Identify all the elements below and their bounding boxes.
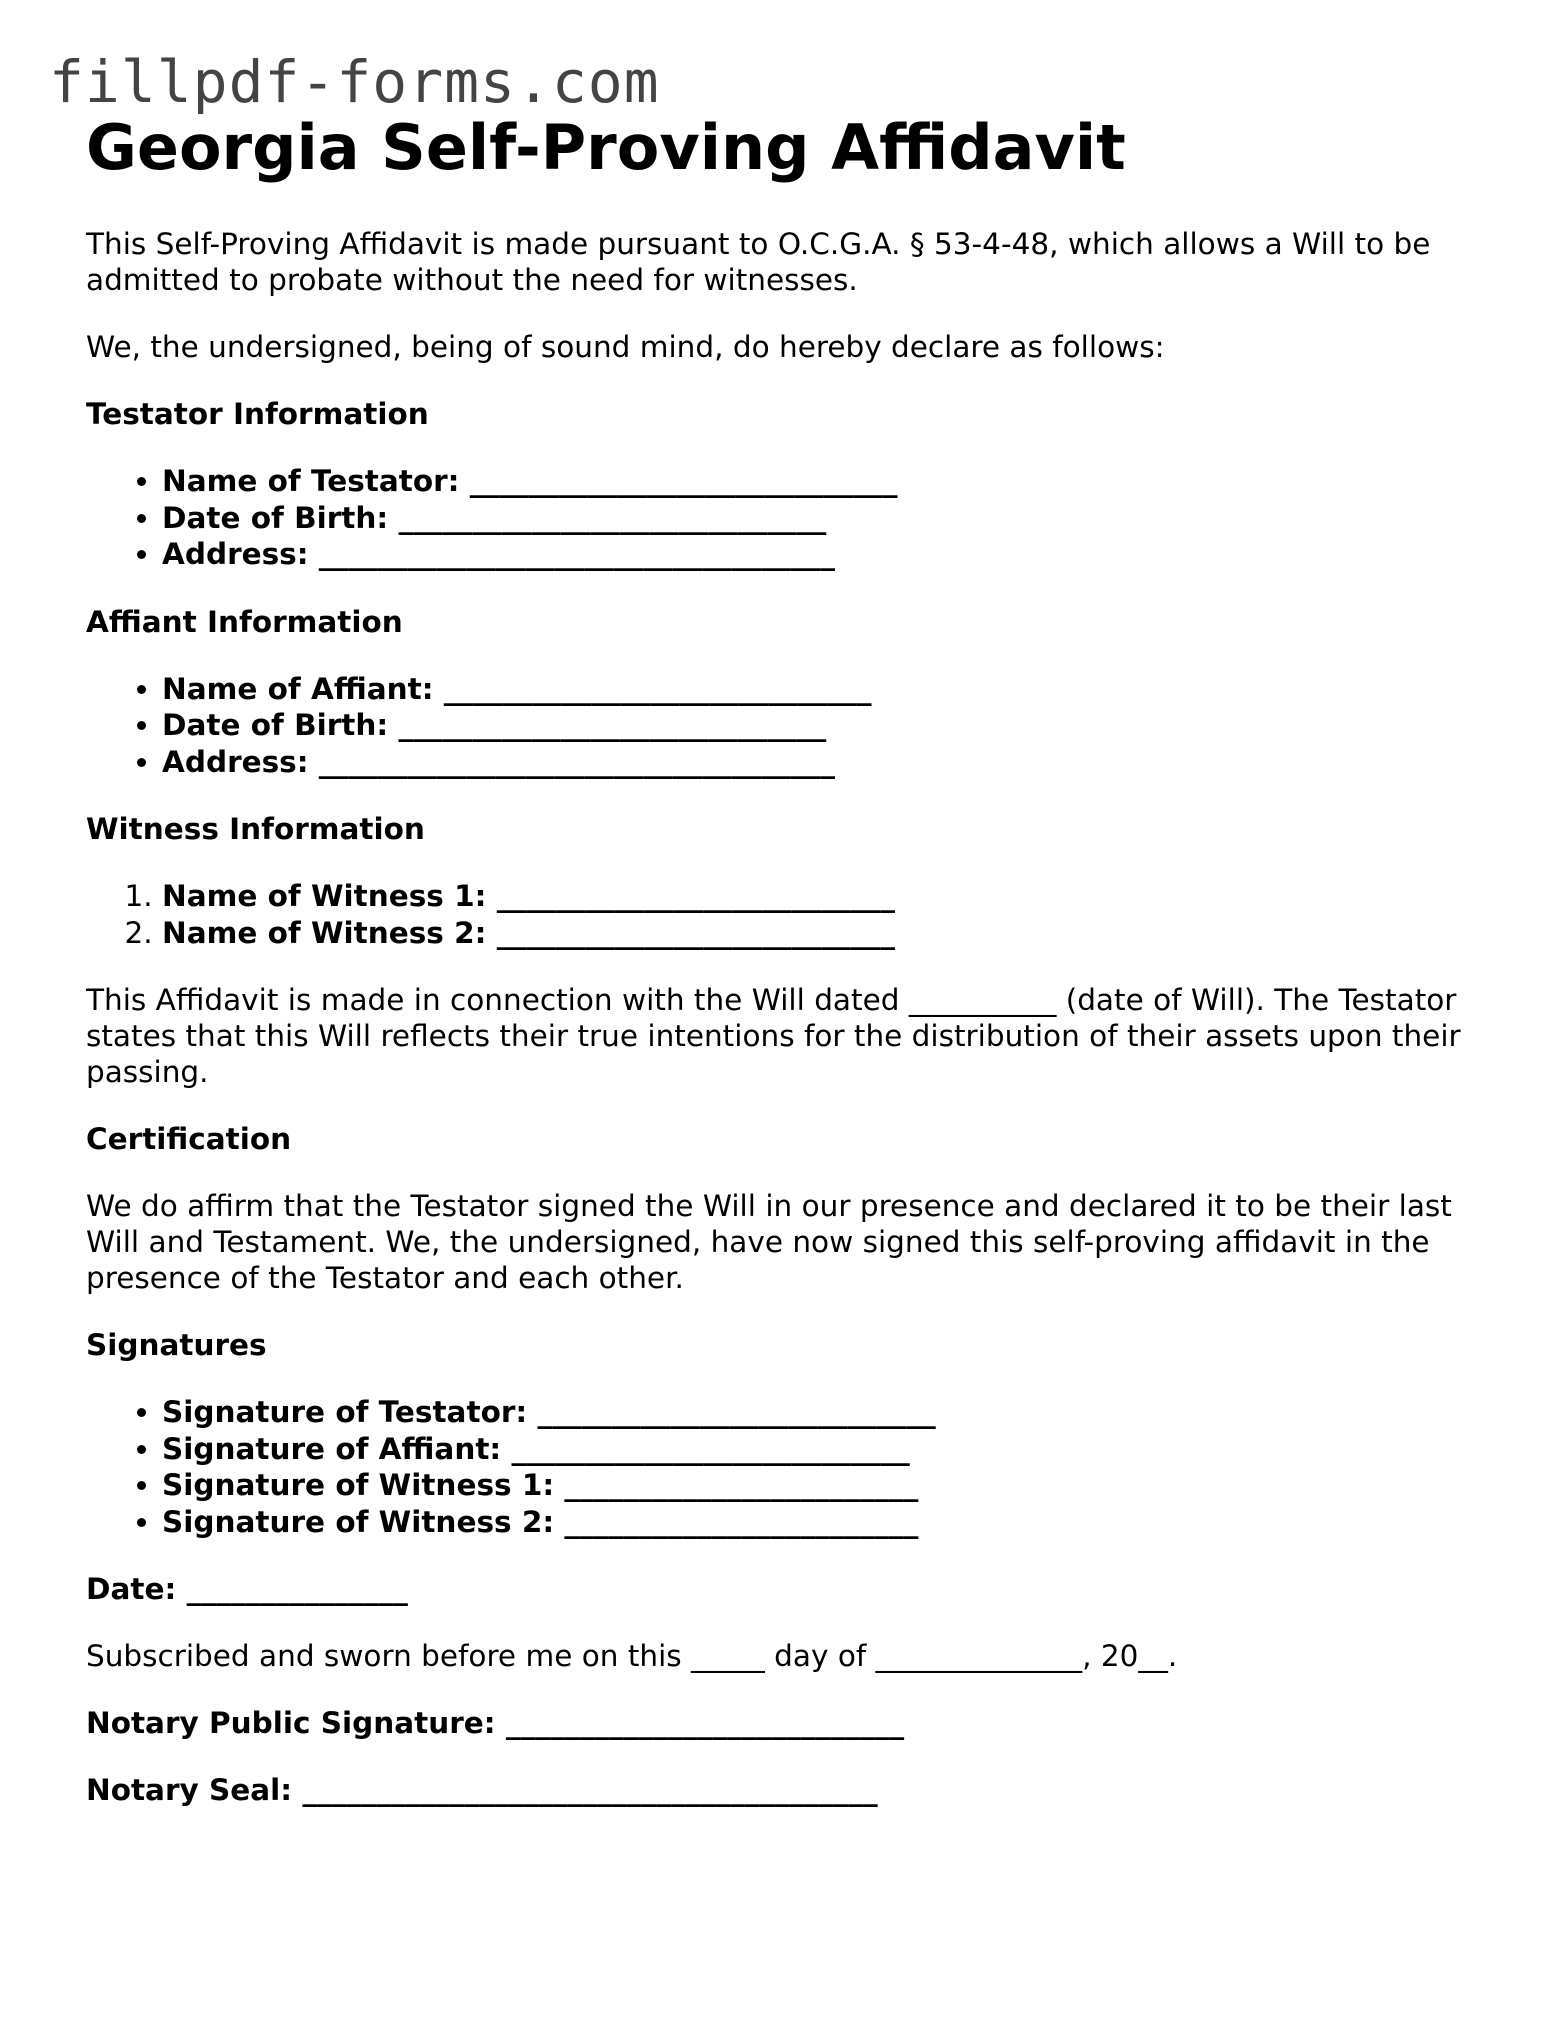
date-field[interactable]: Date: _______________ (86, 1572, 408, 1606)
affiant-dob-field[interactable]: • Date of Birth: _____________________________ (162, 707, 1486, 744)
intro-paragraph: This Self-Proving Affidavit is made pursuant to O.C.G.A. § 53-4-48, which allows a Will to be admitted to probate without the need for witnesses. (86, 227, 1431, 297)
will-statement-paragraph: This Affidavit is made in connection with the Will dated __________ (date of Will). The Testator states that this Will reflects their true intentions for the distribution of their assets upon their passing. (86, 983, 1461, 1089)
testator-address-field[interactable]: • Address: ___________________________________ (162, 536, 1486, 573)
testator-list (86, 463, 1486, 573)
notary-seal-field[interactable]: Notary Seal: _______________________________________ (86, 1773, 878, 1807)
sworn-statement[interactable]: Subscribed and sworn before me on this _____ day of ______________, 20__. (86, 1639, 1178, 1673)
document-page (86, 108, 1486, 1808)
witness-1-name-field[interactable]: 1. Name of Witness 1: ___________________________ (162, 878, 1486, 915)
witness-2-signature-field[interactable]: • Signature of Witness 2: ________________________ (162, 1504, 1486, 1541)
certification-paragraph: We do affirm that the Testator signed the Will in our presence and declared it to be their last Will and Testament. We, the undersigned, have now signed this self-proving affidavit in the presence of the Testator and each other. (86, 1189, 1452, 1295)
witness-2-name-field[interactable]: 2. Name of Witness 2: ___________________________ (162, 915, 1486, 952)
page-title: Georgia Self-Proving Affidavit (86, 111, 1126, 184)
declaration-paragraph: We, the undersigned, being of sound mind, do hereby declare as follows: (86, 330, 1165, 364)
testator-heading: Testator Information (86, 397, 429, 431)
testator-signature-field[interactable]: • Signature of Testator: ___________________________ (162, 1394, 1486, 1431)
affiant-list (86, 671, 1486, 781)
affiant-name-field[interactable]: • Name of Affiant: _____________________________ (162, 671, 1486, 708)
testator-name-field[interactable]: • Name of Testator: _____________________________ (162, 463, 1486, 500)
witness-list (86, 878, 1486, 951)
witness-heading: Witness Information (86, 812, 425, 846)
witness-1-signature-field[interactable]: • Signature of Witness 1: ________________________ (162, 1467, 1486, 1504)
notary-signature-field[interactable]: Notary Public Signature: ___________________________ (86, 1706, 905, 1740)
signatures-heading: Signatures (86, 1328, 267, 1362)
signatures-list (86, 1394, 1486, 1540)
affiant-heading: Affiant Information (86, 604, 403, 639)
watermark: fillpdf-forms.com (49, 48, 660, 116)
certification-heading: Certification (86, 1122, 292, 1156)
testator-dob-field[interactable]: • Date of Birth: _____________________________ (162, 500, 1486, 537)
affiant-address-field[interactable]: • Address: ___________________________________ (162, 744, 1486, 781)
affiant-signature-field[interactable]: • Signature of Affiant: ___________________________ (162, 1431, 1486, 1468)
